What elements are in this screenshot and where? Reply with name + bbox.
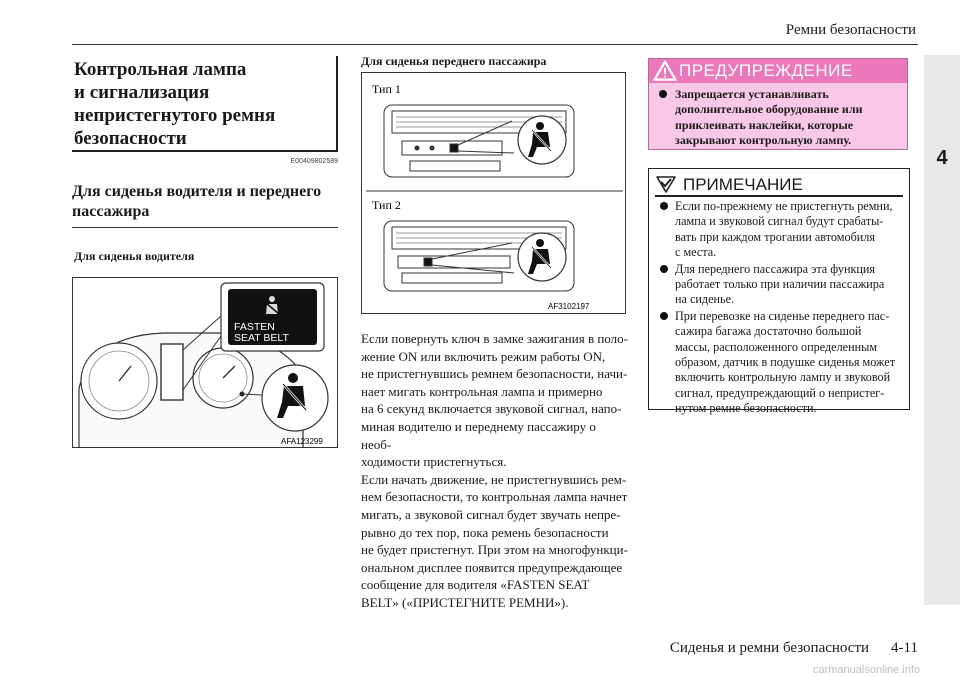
body-paragraph: Если повернуть ключ в замке зажигания в поло- жение ON или включить режим работы ON, не пристегнувшись ремнем безопасности, начи- нает мигать контрольная лампа и примерно на 6 секунд включается звуковой сигнал, напо- миная водителю и переднему пассажиру о необ- ходимости пристегнуться. Если начать движение, не пристегнувшись рем- нем безопасности, то контрольная лампа начнет мигать, а звуковой сигнал будет звучать непре- рывно до тех пор, пока ремень безопасности не будет пристегнут. При этом на многофункци- ональном дисплее появится предупреждающее сообщение для водителя «FASTEN SEAT BELT» («ПРИСТЕГНИТЕ РЕМНИ»).: [361, 331, 628, 610]
warning-text: Запрещается устанавливать дополнительное оборудование или приклеивать наклейки, которые закрывают контрольную лампу.: [675, 87, 903, 149]
chapter-tab-number: 4: [936, 147, 948, 169]
passenger-heading: Для сиденья переднего пассажира: [361, 54, 547, 68]
note-item: Если по-прежнему не пристегнуть ремни, лампа и звуковой сигнал будут срабаты- вать при каждом трогании автомобиля с места.: [659, 199, 909, 261]
driver-cluster-figure: [72, 277, 338, 448]
warning-header: [649, 59, 907, 83]
running-footer: [560, 640, 918, 657]
warning-title: ПРЕДУПРЕЖДЕНИЕ: [679, 61, 853, 80]
subsection-rule: [72, 227, 338, 228]
type2-lamp-location: [424, 258, 432, 266]
type2-label: Тип 2: [372, 198, 401, 212]
bullet-icon: [660, 202, 668, 210]
note-check-icon: [655, 174, 677, 194]
note-item: Для переднего пассажира эта функция работает только при наличии пассажира на сиденье.: [659, 262, 909, 308]
note-title: ПРИМЕЧАНИЕ: [683, 175, 803, 194]
page-number: 4-11: [891, 640, 918, 656]
note-list: [659, 199, 909, 418]
subsection-title: Для сиденья водителя и переднего пассажира: [72, 183, 322, 220]
display-text-line2: SEAT BELT: [234, 332, 289, 344]
bullet-icon: [660, 312, 668, 320]
warning-triangle-icon: [653, 60, 677, 82]
driver-heading: Для сиденья водителя: [74, 249, 195, 263]
header-rule: [72, 44, 918, 45]
cluster-illustration: [73, 278, 338, 448]
passenger-lamp-figure: [361, 72, 626, 314]
note-item: При перевозке на сиденье переднего пас- сажира багажа достаточно большой массы, расположенного определенным образом, датчик в подушке сиденья может включить контрольную лампу и звуковой сигнал, предупреждающий о непристег- нутом ремне безопасности.: [659, 309, 909, 417]
running-header: Ремни безопасности: [785, 22, 916, 38]
passenger-figure-code: AF3102197: [548, 302, 590, 311]
section-code: E00409802589: [290, 158, 338, 165]
type1-label: Тип 1: [372, 82, 401, 96]
type1-lamp-location: [450, 144, 458, 152]
bullet-icon: [659, 90, 667, 98]
section-title: Контрольная лампа и сигнализация непристегнутого ремня безопасности: [74, 59, 276, 149]
display-text-line1: FASTEN: [234, 321, 275, 333]
multi-info-display: [161, 344, 183, 400]
warning-box: [648, 58, 908, 150]
note-header: [655, 173, 903, 197]
driver-figure-code: AFA123299: [281, 437, 323, 446]
note-box: [648, 168, 910, 416]
chapter-tab: [924, 55, 960, 605]
footer-chapter-title: Сиденья и ремни безопасности: [669, 640, 870, 656]
bullet-icon: [660, 265, 668, 273]
footer-watermark: carmanualsonline.info: [812, 664, 920, 676]
passenger-lamp-illustration: [362, 73, 626, 314]
